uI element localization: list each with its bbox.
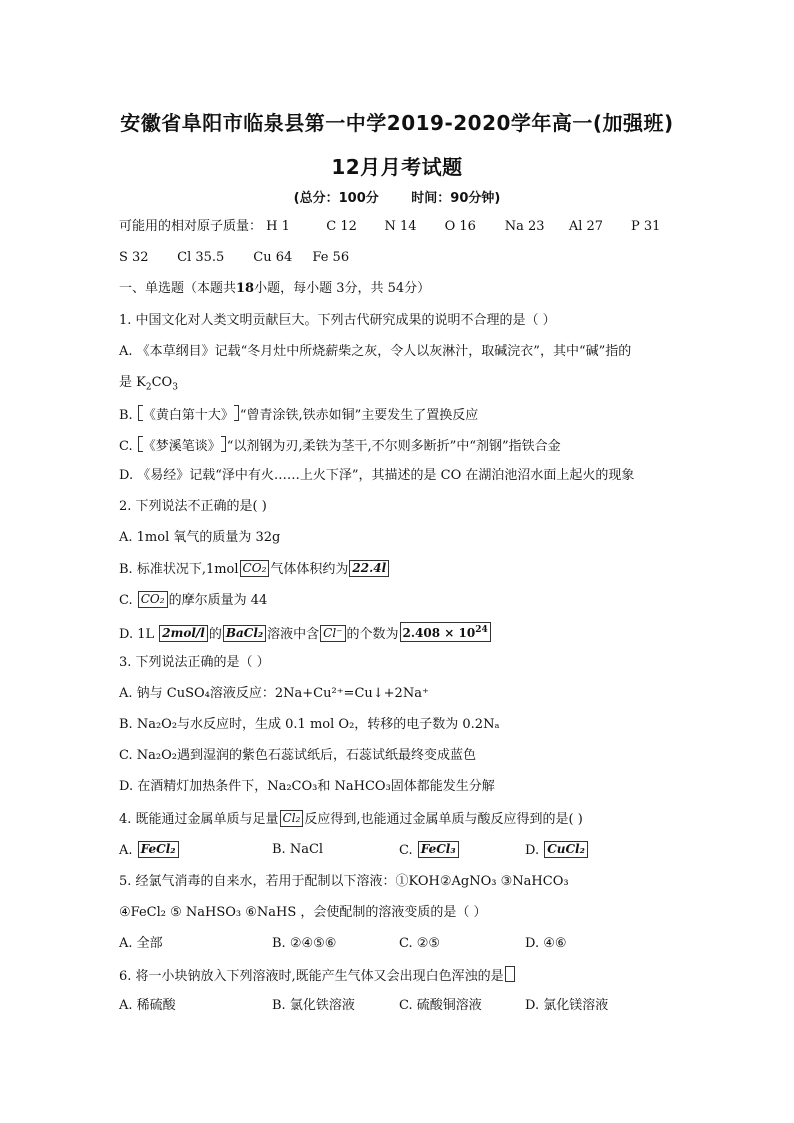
atomic-mass-item: Cl 35.5 — [177, 250, 225, 265]
q3-option-a: A. 钠与 CuSO₄溶液反应：2Na+Cu²⁺=Cu↓+2Na⁺ — [119, 686, 429, 701]
q5-option-a: A. 全部 — [119, 936, 163, 951]
q4-options — [119, 841, 639, 859]
exam-meta — [0, 187, 794, 206]
atomic-mass-label: 可能用的相对原子质量： — [119, 219, 263, 234]
q5-option-c: C. ②⑤ — [399, 936, 441, 951]
q5-stem-line1: 5. 经氯气消毒的自来水，若用于配制以下溶液：①KOH②AgNO₃ ③NaHCO₃ — [119, 874, 569, 889]
q4-option-b: B. NaCl — [272, 842, 324, 857]
q6-option-b: B. 氯化铁溶液 — [272, 998, 355, 1013]
atomic-mass-row2 — [119, 249, 349, 267]
atomic-mass-item: Cu 64 — [253, 250, 293, 265]
book-title: 《梦溪笔谈》 — [142, 439, 221, 454]
formula-box: Cl⁻ — [320, 625, 345, 642]
formula-box: CO₂ — [240, 560, 270, 577]
formula-box: Cl₂ — [280, 810, 304, 827]
atomic-mass-item: S 32 — [119, 250, 149, 265]
atomic-mass-item: P 31 — [631, 219, 661, 234]
formula-box: 22.4l — [349, 560, 389, 577]
q1-option-a-cont: 是 $K_2CO_3$ — [119, 375, 178, 393]
book-title: 《黄白第十大》 — [142, 408, 234, 423]
atomic-mass-item: Al 27 — [568, 219, 604, 234]
exam-time: 时间：90分钟) — [411, 191, 501, 206]
q2-stem: 2. 下列说法不正确的是( ) — [119, 499, 267, 514]
q6-option-c: C. 硫酸铜溶液 — [399, 998, 482, 1013]
atomic-mass-item: Na 23 — [504, 219, 545, 234]
q2-option-b: B. 标准状况下,1mol CO₂ 气体体积约为 22.4l — [119, 560, 390, 579]
q3-stem: 3. 下列说法正确的是（ ） — [119, 655, 270, 670]
q1-stem: 1. 中国文化对人类文明贡献巨大。下列古代研究成果的说明不合理的是（ ） — [119, 313, 556, 328]
q3-option-b: B. Na₂O₂与水反应时，生成 0.1 mol O₂，转移的电子数为 0.2Nₐ — [119, 717, 500, 732]
formula-box: $2.408 \times 10^{24}$ — [400, 622, 491, 642]
formula-box: BaCl₂ — [223, 625, 266, 642]
q4-option-a: A. FeCl₂ — [119, 841, 180, 860]
q5-options — [119, 935, 639, 953]
q1-option-a: A. 《本草纲目》记载“冬月灶中所烧薪柴之灰，令人以灰淋汁，取碱浣衣”，其中“碱”指的 — [119, 344, 632, 359]
atomic-mass-row1 — [119, 218, 660, 236]
formula-box: 2mol/l — [159, 625, 208, 642]
q5-option-d: D. ④⑥ — [525, 936, 567, 951]
q3-option-d: D. 在酒精灯加热条件下，Na₂CO₃和 NaHCO₃固体都能发生分解 — [119, 779, 495, 794]
q6-option-a: A. 稀硫酸 — [119, 998, 176, 1013]
q2-option-c: C. CO₂ 的摩尔质量为 44 — [119, 592, 268, 608]
q4-option-c: C. FeCl₃ — [399, 841, 460, 860]
atomic-mass-item: C 12 — [326, 219, 357, 234]
q3-option-c: C. Na₂O₂遇到湿润的紫色石蕊试纸后，石蕊试纸最终变成蓝色 — [119, 748, 476, 763]
total-score: (总分：100分 — [293, 191, 379, 206]
q4-stem: 4. 既能通过金属单质与足量 Cl₂ 反应得到,也能通过金属单质与酸反应得到的是( ) — [119, 811, 583, 827]
exam-title-line1: 安徽省阜阳市临泉县第一中学2019-2020学年高一(加强班) — [120, 111, 674, 135]
q5-stem-line2: ④FeCl₂ ⑤ NaHSO₃ ⑥NaHS ，会使配制的溶液变质的是（ ） — [119, 905, 487, 920]
q6-option-d: D. 氯化镁溶液 — [525, 998, 609, 1013]
question-count: 18 — [236, 281, 255, 296]
q1-option-d: D. 《易经》记载“泽中有火……上火下泽”，其描述的是 CO 在湖泊池沼水面上起火的现象 — [119, 468, 635, 483]
section-heading: 一、单选题（本题共18小题，每小题 3分，共 54分） — [119, 281, 431, 296]
q2-option-d: D. 1L 2mol/l 的 BaCl₂ 溶液中含 Cl⁻ 的个数为 $2.408 \times 10^{24}$ — [119, 622, 492, 644]
atomic-mass-item: H 1 — [266, 219, 290, 234]
atomic-mass-item: O 16 — [444, 219, 476, 234]
atomic-mass-item: Fe 56 — [312, 250, 350, 265]
q6-stem: 6. 将一小块钠放入下列溶液时,既能产生气体又会出现白色浑浊的是 — [119, 966, 516, 986]
q1-option-c: C. 《梦溪笔谈》 “以剂钢为刃,柔铁为茎干,不尔则多断折”中“剂钢”指铁合金 — [119, 436, 561, 456]
q1-option-b: B. 《黄白第十大》 “曾青涂铁,铁赤如铜”主要发生了置换反应 — [119, 405, 478, 425]
exam-title-line2: 12月月考试题 — [331, 155, 463, 179]
q5-option-b: B. ②④⑤⑥ — [272, 936, 337, 951]
q4-option-d: D. CuCl₂ — [525, 841, 589, 860]
q2-option-a: A. 1mol 氧气的质量为 32g — [119, 530, 281, 545]
formula-box: CO₂ — [138, 591, 168, 608]
atomic-mass-item: N 14 — [384, 219, 417, 234]
q6-options — [119, 997, 639, 1015]
